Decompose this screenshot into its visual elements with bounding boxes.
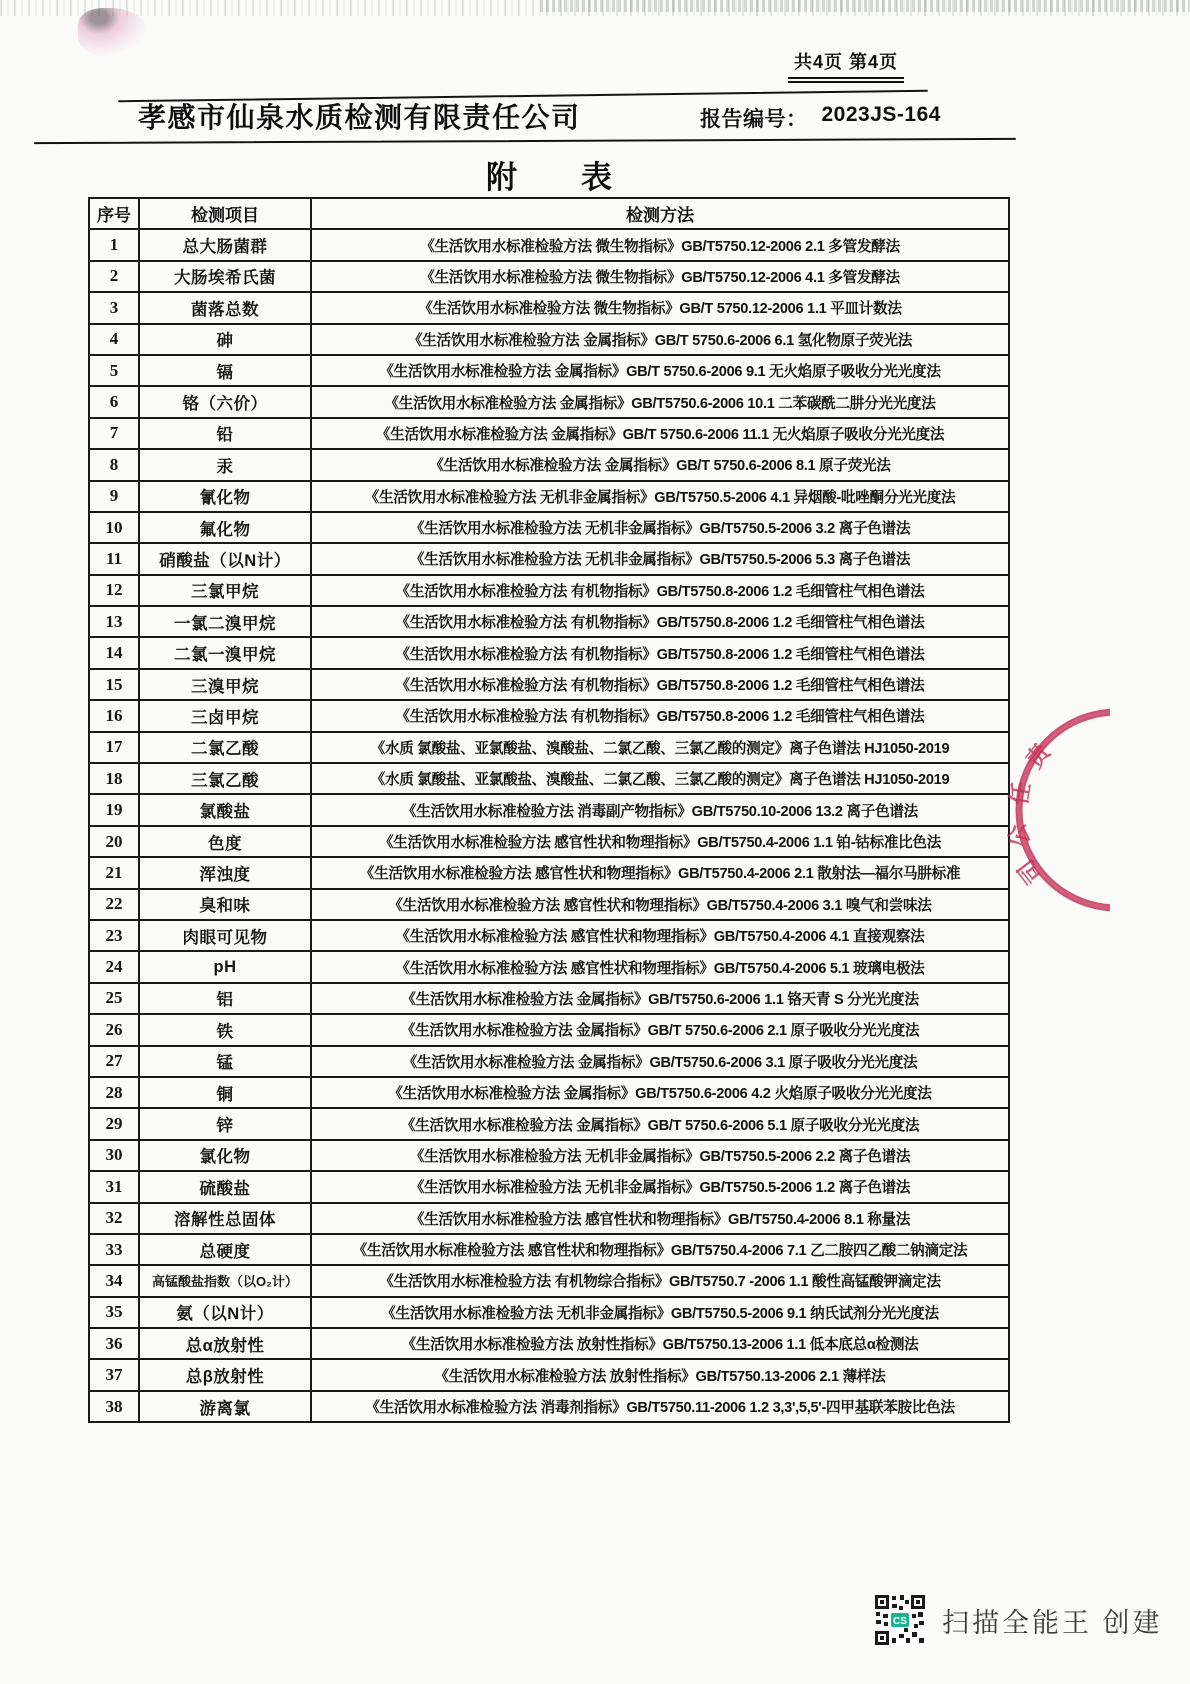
- row-number: 10: [89, 512, 139, 543]
- row-number: 30: [89, 1140, 139, 1171]
- item-name: 菌落总数: [139, 292, 311, 323]
- row-number: 2: [89, 261, 139, 292]
- row-number: 21: [89, 857, 139, 888]
- method-text: 《生活饮用水标准检验方法 有机物指标》GB/T5750.8-2006 1.2 毛细管柱气相色谱法: [311, 700, 1009, 731]
- item-name: 浑浊度: [139, 857, 311, 888]
- item-name: 硝酸盐（以N计）: [139, 543, 311, 574]
- table-row: [89, 512, 1009, 543]
- item-name: 游离氯: [139, 1391, 311, 1422]
- method-text: 《生活饮用水标准检验方法 感官性状和物理指标》GB/T5750.4-2006 5.1 玻璃电极法: [311, 951, 1009, 982]
- item-name: 锰: [139, 1046, 311, 1077]
- item-name: 总大肠菌群: [139, 229, 311, 260]
- method-text: 《生活饮用水标准检验方法 金属指标》GB/T5750.6-2006 3.1 原子吸收分光光度法: [311, 1046, 1009, 1077]
- item-name: 肉眼可见物: [139, 920, 311, 951]
- row-number: 14: [89, 637, 139, 668]
- table-row: [89, 543, 1009, 574]
- item-name: 臭和味: [139, 889, 311, 920]
- table-row: [89, 386, 1009, 417]
- qr-code-icon: [874, 1594, 926, 1646]
- methods-table-body: [89, 229, 1009, 1422]
- item-name: 铅: [139, 418, 311, 449]
- table-row: [89, 261, 1009, 292]
- row-number: 12: [89, 575, 139, 606]
- row-number: 16: [89, 700, 139, 731]
- table-row: [89, 1077, 1009, 1108]
- table-row: [89, 700, 1009, 731]
- item-name: 三溴甲烷: [139, 669, 311, 700]
- row-number: 26: [89, 1014, 139, 1045]
- table-row: [89, 418, 1009, 449]
- methods-table: [88, 197, 1010, 1423]
- row-number: 18: [89, 763, 139, 794]
- table-row: [89, 794, 1009, 825]
- row-number: 19: [89, 794, 139, 825]
- row-number: 8: [89, 449, 139, 480]
- header-method: 检测方法: [311, 198, 1009, 229]
- item-name: 一氯二溴甲烷: [139, 606, 311, 637]
- scanner-credit-text: 扫描全能王 创建: [942, 1607, 1163, 1638]
- table-row: [89, 889, 1009, 920]
- item-name: 总α放射性: [139, 1328, 311, 1359]
- item-name: 三卤甲烷: [139, 700, 311, 731]
- report-number-label: 报告编号：: [700, 108, 808, 131]
- row-number: 27: [89, 1046, 139, 1077]
- item-name: 色度: [139, 826, 311, 857]
- table-row: [89, 1359, 1009, 1390]
- page-number-indicator: 共4页 第4页: [788, 48, 904, 79]
- item-name: 总硬度: [139, 1234, 311, 1265]
- method-text: 《生活饮用水标准检验方法 感官性状和物理指标》GB/T5750.4-2006 3.1 嗅气和尝味法: [311, 889, 1009, 920]
- table-row: [89, 920, 1009, 951]
- qr-logo-text: CS: [893, 1616, 907, 1627]
- row-number: 29: [89, 1108, 139, 1139]
- method-text: 《生活饮用水标准检验方法 放射性指标》GB/T5750.13-2006 2.1 薄样法: [311, 1359, 1009, 1390]
- table-row: [89, 575, 1009, 606]
- method-text: 《生活饮用水标准检验方法 感官性状和物理指标》GB/T5750.4-2006 7.1 乙二胺四乙酸二钠滴定法: [311, 1234, 1009, 1265]
- item-name: 氰化物: [139, 481, 311, 512]
- item-name: 三氯甲烷: [139, 575, 311, 606]
- table-row: [89, 229, 1009, 260]
- method-text: 《生活饮用水标准检验方法 金属指标》GB/T 5750.6-2006 6.1 氢化物原子荧光法: [311, 324, 1009, 355]
- table-row: [89, 355, 1009, 386]
- table-row: [89, 1265, 1009, 1296]
- item-name: 氨（以N计）: [139, 1297, 311, 1328]
- report-number-value: 2023JS-164: [821, 103, 941, 126]
- row-number: 38: [89, 1391, 139, 1422]
- method-text: 《水质 氯酸盐、亚氯酸盐、溴酸盐、二氯乙酸、三氯乙酸的测定》离子色谱法 HJ1050-2019: [311, 763, 1009, 794]
- method-text: 《水质 氯酸盐、亚氯酸盐、溴酸盐、二氯乙酸、三氯乙酸的测定》离子色谱法 HJ1050-2019: [311, 732, 1009, 763]
- row-number: 37: [89, 1359, 139, 1390]
- item-name: 大肠埃希氏菌: [139, 261, 311, 292]
- method-text: 《生活饮用水标准检验方法 金属指标》GB/T 5750.6-2006 8.1 原子荧光法: [311, 449, 1009, 480]
- table-row: [89, 1046, 1009, 1077]
- table-row: [89, 669, 1009, 700]
- table-row: [89, 1328, 1009, 1359]
- row-number: 36: [89, 1328, 139, 1359]
- table-header-row: [89, 198, 1009, 229]
- method-text: 《生活饮用水标准检验方法 金属指标》GB/T5750.6-2006 4.2 火焰原子吸收分光光度法: [311, 1077, 1009, 1108]
- row-number: 6: [89, 386, 139, 417]
- table-row: [89, 292, 1009, 323]
- method-text: 《生活饮用水标准检验方法 消毒副产物指标》GB/T5750.10-2006 13.2 离子色谱法: [311, 794, 1009, 825]
- row-number: 20: [89, 826, 139, 857]
- method-text: 《生活饮用水标准检验方法 无机非金属指标》GB/T5750.5-2006 1.2 离子色谱法: [311, 1171, 1009, 1202]
- item-name: 溶解性总固体: [139, 1203, 311, 1234]
- method-text: 《生活饮用水标准检验方法 有机物指标》GB/T5750.8-2006 1.2 毛细管柱气相色谱法: [311, 669, 1009, 700]
- row-number: 7: [89, 418, 139, 449]
- table-row: [89, 1014, 1009, 1045]
- method-text: 《生活饮用水标准检验方法 感官性状和物理指标》GB/T5750.4-2006 8.1 称量法: [311, 1203, 1009, 1234]
- method-text: 《生活饮用水标准检验方法 消毒剂指标》GB/T5750.11-2006 1.2 3,3',5,5'-四甲基联苯胺比色法: [311, 1391, 1009, 1422]
- item-name: 铜: [139, 1077, 311, 1108]
- item-name: 铝: [139, 983, 311, 1014]
- method-text: 《生活饮用水标准检验方法 无机非金属指标》GB/T5750.5-2006 2.2 离子色谱法: [311, 1140, 1009, 1171]
- item-name: 镉: [139, 355, 311, 386]
- scanner-footer: [874, 1594, 1163, 1646]
- row-number: 25: [89, 983, 139, 1014]
- row-number: 23: [89, 920, 139, 951]
- method-text: 《生活饮用水标准检验方法 感官性状和物理指标》GB/T5750.4-2006 4.1 直接观察法: [311, 920, 1009, 951]
- row-number: 17: [89, 732, 139, 763]
- method-text: 《生活饮用水标准检验方法 有机物综合指标》GB/T5750.7 -2006 1.1 酸性高锰酸钾滴定法: [311, 1265, 1009, 1296]
- seal-char-3: 公: [1003, 820, 1035, 851]
- header-seq: 序号: [89, 198, 139, 229]
- row-number: 3: [89, 292, 139, 323]
- method-text: 《生活饮用水标准检验方法 微生物指标》GB/T5750.12-2006 4.1 多管发酵法: [311, 261, 1009, 292]
- report-number-block: [700, 103, 941, 133]
- item-name: 汞: [139, 449, 311, 480]
- method-text: 《生活饮用水标准检验方法 金属指标》GB/T5750.6-2006 1.1 铬天青 S 分光光度法: [311, 983, 1009, 1014]
- row-number: 24: [89, 951, 139, 982]
- table-row: [89, 1140, 1009, 1171]
- method-text: 《生活饮用水标准检验方法 金属指标》GB/T 5750.6-2006 2.1 原子吸收分光光度法: [311, 1014, 1009, 1045]
- header-item: 检测项目: [139, 198, 311, 229]
- method-text: 《生活饮用水标准检验方法 无机非金属指标》GB/T5750.5-2006 4.1 异烟酸-吡唑酮分光光度法: [311, 481, 1009, 512]
- row-number: 11: [89, 543, 139, 574]
- row-number: 13: [89, 606, 139, 637]
- row-number: 32: [89, 1203, 139, 1234]
- table-row: [89, 637, 1009, 668]
- table-row: [89, 606, 1009, 637]
- method-text: 《生活饮用水标准检验方法 无机非金属指标》GB/T5750.5-2006 5.3 离子色谱法: [311, 543, 1009, 574]
- row-number: 4: [89, 324, 139, 355]
- method-text: 《生活饮用水标准检验方法 无机非金属指标》GB/T5750.5-2006 9.1 纳氏试剂分光光度法: [311, 1297, 1009, 1328]
- page-title: 附 表: [486, 160, 614, 195]
- method-text: 《生活饮用水标准检验方法 金属指标》GB/T 5750.6-2006 11.1 无火焰原子吸收分光光度法: [311, 418, 1009, 449]
- method-text: 《生活饮用水标准检验方法 感官性状和物理指标》GB/T5750.4-2006 1.1 铂-钴标准比色法: [311, 826, 1009, 857]
- item-name: 氯酸盐: [139, 794, 311, 825]
- scan-artifact-smudge: [78, 8, 148, 56]
- row-number: 22: [89, 889, 139, 920]
- table-row: [89, 1297, 1009, 1328]
- method-text: 《生活饮用水标准检验方法 有机物指标》GB/T5750.8-2006 1.2 毛细管柱气相色谱法: [311, 637, 1009, 668]
- row-number: 28: [89, 1077, 139, 1108]
- method-text: 《生活饮用水标准检验方法 感官性状和物理指标》GB/T5750.4-2006 2.1 散射法—福尔马肼标准: [311, 857, 1009, 888]
- method-text: 《生活饮用水标准检验方法 放射性指标》GB/T5750.13-2006 1.1 低本底总α检测法: [311, 1328, 1009, 1359]
- row-number: 9: [89, 481, 139, 512]
- method-text: 《生活饮用水标准检验方法 有机物指标》GB/T5750.8-2006 1.2 毛细管柱气相色谱法: [311, 606, 1009, 637]
- method-text: 《生活饮用水标准检验方法 有机物指标》GB/T5750.8-2006 1.2 毛细管柱气相色谱法: [311, 575, 1009, 606]
- method-text: 《生活饮用水标准检验方法 金属指标》GB/T 5750.6-2006 5.1 原子吸收分光光度法: [311, 1108, 1009, 1139]
- seal-char-2: 任: [1005, 779, 1035, 807]
- row-number: 15: [89, 669, 139, 700]
- row-number: 31: [89, 1171, 139, 1202]
- method-text: 《生活饮用水标准检验方法 微生物指标》GB/T 5750.12-2006 1.1 平皿计数法: [311, 292, 1009, 323]
- seal-char-4: 司: [1012, 854, 1047, 889]
- table-row: [89, 732, 1009, 763]
- item-name: 硫酸盐: [139, 1171, 311, 1202]
- company-name: 孝感市仙泉水质检测有限责任公司: [138, 102, 581, 133]
- item-name: 总β放射性: [139, 1359, 311, 1390]
- table-row: [89, 1234, 1009, 1265]
- item-name: 氟化物: [139, 512, 311, 543]
- table-row: [89, 324, 1009, 355]
- table-row: [89, 1391, 1009, 1422]
- seal-char-1: 责: [1020, 738, 1056, 774]
- table-row: [89, 951, 1009, 982]
- scan-artifact-top-right: [540, 0, 1190, 12]
- item-name: 铁: [139, 1014, 311, 1045]
- item-name: 二氯一溴甲烷: [139, 637, 311, 668]
- method-text: 《生活饮用水标准检验方法 微生物指标》GB/T5750.12-2006 2.1 多管发酵法: [311, 229, 1009, 260]
- item-name: 砷: [139, 324, 311, 355]
- table-row: [89, 1203, 1009, 1234]
- header-bottom-rule: [34, 138, 1016, 145]
- item-name: 氯化物: [139, 1140, 311, 1171]
- method-text: 《生活饮用水标准检验方法 金属指标》GB/T 5750.6-2006 9.1 无火焰原子吸收分光光度法: [311, 355, 1009, 386]
- row-number: 34: [89, 1265, 139, 1296]
- method-text: 《生活饮用水标准检验方法 金属指标》GB/T5750.6-2006 10.1 二苯碳酰二肼分光光度法: [311, 386, 1009, 417]
- table-row: [89, 481, 1009, 512]
- table-row: [89, 826, 1009, 857]
- item-name: 高锰酸盐指数（以O₂计）: [139, 1265, 311, 1296]
- row-number: 33: [89, 1234, 139, 1265]
- table-row: [89, 1171, 1009, 1202]
- table-row: [89, 1108, 1009, 1139]
- item-name: 锌: [139, 1108, 311, 1139]
- table-row: [89, 763, 1009, 794]
- table-row: [89, 449, 1009, 480]
- row-number: 1: [89, 229, 139, 260]
- item-name: 铬（六价）: [139, 386, 311, 417]
- item-name: 三氯乙酸: [139, 763, 311, 794]
- item-name: 二氯乙酸: [139, 732, 311, 763]
- item-name: pH: [139, 951, 311, 982]
- table-row: [89, 983, 1009, 1014]
- table-row: [89, 857, 1009, 888]
- row-number: 5: [89, 355, 139, 386]
- row-number: 35: [89, 1297, 139, 1328]
- method-text: 《生活饮用水标准检验方法 无机非金属指标》GB/T5750.5-2006 3.2 离子色谱法: [311, 512, 1009, 543]
